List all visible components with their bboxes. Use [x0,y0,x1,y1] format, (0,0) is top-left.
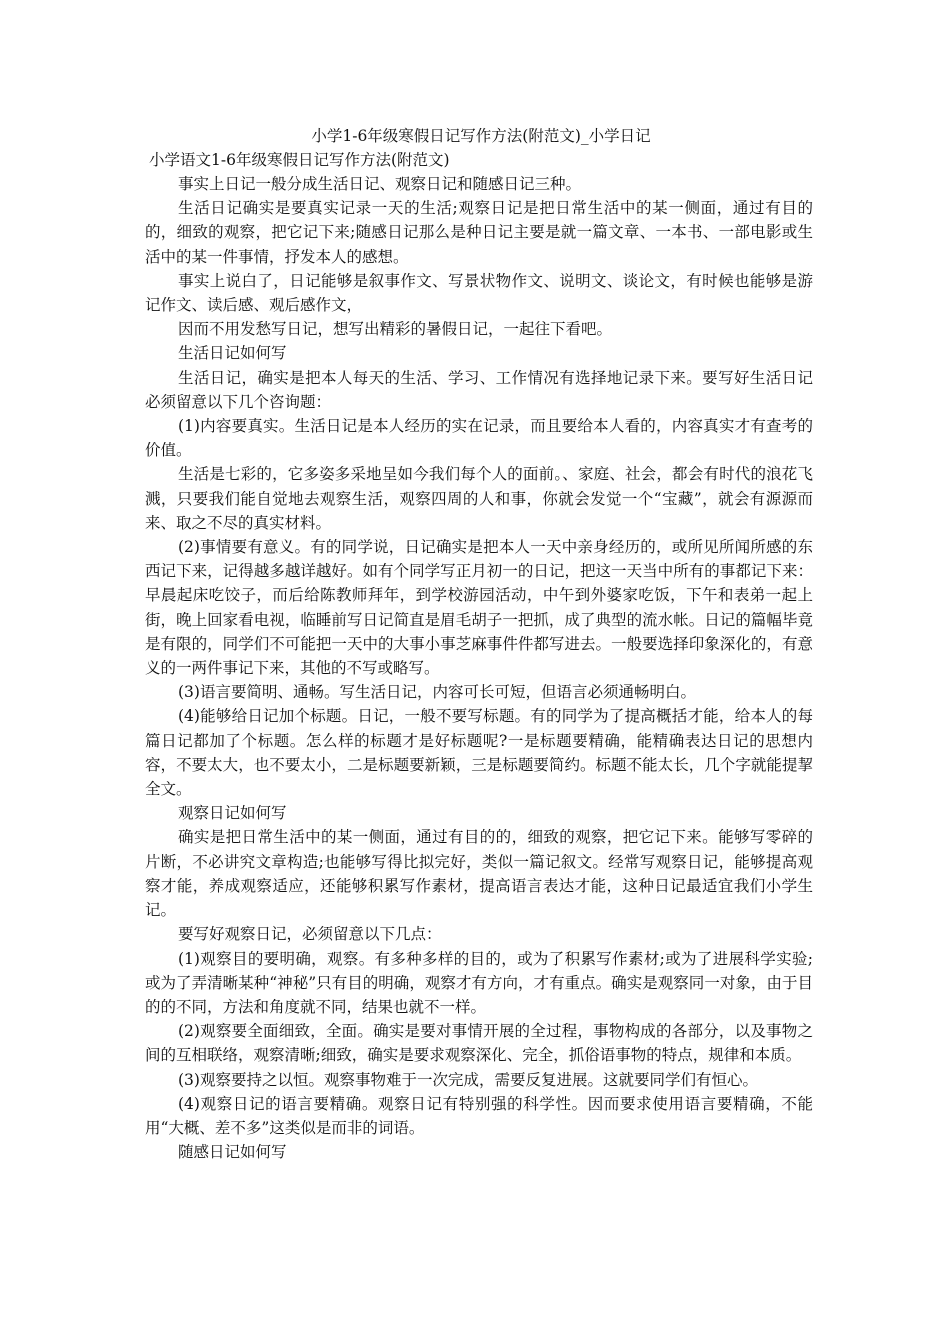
paragraph: (1)内容要真实。生活日记是本人经历的实在记录，而且要给本人看的，内容真实才有查考的价值。 [145,417,813,460]
paragraph: (2)观察要全面细致，全面。确实是要对事情开展的全过程，事物构成的各部分，以及事物之间的互相联络，观察清晰;细致，确实是要求观察深化、完全，抓俗语事物的特点，规律和本质。 [145,1022,813,1065]
paragraph: 确实是把日常生活中的某一侧面，通过有目的的，细致的观察，把它记下来。能够写零碎的片断，不必讲究文章构造;也能够写得比拟完好，类似一篇记叙文。经常写观察日记，能够提高观察才能，养成观察适应，还能够积累写作素材，提高语言表达才能，这种日记最适宜我们小学生记。 [145,828,813,920]
paragraph: (2)事情要有意义。有的同学说，日记确实是把本人一天中亲身经历的，或所见所闻所感的东西记下来，记得越多越详越好。如有个同学写正月初一的日记，把这一天当中所有的事都记下来：早晨起床吃饺子，而后给陈教师拜年，到学校游园活动，中午到外婆家吃饭，下午和表弟一起上街，晚上回家看电视，临睡前写日记简直是眉毛胡子一把抓，成了典型的流水帐。日记的篇幅毕竟是有限的，同学们不可能把一天中的大事小事芝麻事件件都写进去。一般要选择印象深化的，有意义的一两件事记下来，其他的不写或略写。 [145,538,813,678]
paragraph: 因而不用发愁写日记，想写出精彩的暑假日记，一起往下看吧。 [178,320,613,339]
paragraph: 事实上说白了，日记能够是叙事作文、写景状物作文、说明文、谈论文，有时候也能够是游记作文、读后感、观后感作文， [145,271,813,315]
section-heading: 随感日记如何写 [178,1143,287,1162]
document-page [145,124,813,1164]
paragraph: (1)观察目的要明确，观察。有多种多样的目的，或为了积累写作素材;或为了进展科学实验;或为了弄清晰某种“神秘”只有目的明确，观察才有方向，才有重点。确实是观察同一对象，由于目的的不同，方法和角度就不同，结果也就不一样。 [145,949,813,1016]
document-subtitle: 小学语文1-6年级寒假日记写作方法(附范文) [149,151,450,169]
section-heading: 观察日记如何写 [178,804,287,823]
paragraph: 要写好观察日记，必须留意以下几点： [178,925,442,944]
paragraph: 生活日记，确实是把本人每天的生活、学习、工作情况有选择地记录下来。要写好生活日记必须留意以下几个咨询题： [145,368,813,411]
paragraph: 生活是七彩的，它多姿多采地呈如今我们每个人的面前。、家庭、社会，都会有时代的浪花飞溅，只要我们能自觉地去观察生活，观察四周的人和事，你就会发觉一个“宝藏”，就会有源源而来、取之不尽的真实材料。 [145,465,813,532]
paragraph: (3)观察要持之以恒。观察事物难于一次完成，需要反复进展。这就要同学们有恒心。 [178,1070,758,1089]
paragraph: (4)观察日记的语言要精确。观察日记有特别强的科学性。因而要求使用语言要精确，不能用“大概、差不多”这类似是而非的词语。 [145,1094,813,1137]
paragraph: (4)能够给日记加个标题。日记，一般不要写标题。有的同学为了提高概括才能，给本人的每篇日记都加了个标题。怎么样的标题才是好标题呢?一是标题要精确，能精确表达日记的思想内容，不要太大，也不要太小，二是标题要新颖，三是标题要简约。标题不能太长，几个字就能提挈全文。 [145,707,813,799]
paragraph: 生活日记确实是要真实记录一天的生活;观察日记是把日常生活中的某一侧面，通过有目的的，细致的观察，把它记下来;随感日记那么是种日记主要是就一篇文章、一本书、一部电影或生活中的某一件事情，抒发本人的感想。 [145,199,813,266]
paragraph: (3)语言要简明、通畅。写生活日记，内容可长可短，但语言必须通畅明白。 [178,683,696,702]
section-heading: 生活日记如何写 [178,344,287,363]
paragraph: 事实上日记一般分成生活日记、观察日记和随感日记三种。 [178,175,582,193]
document-title: 小学1-6年级寒假日记写作方法(附范文)_小学日记 [311,127,651,145]
